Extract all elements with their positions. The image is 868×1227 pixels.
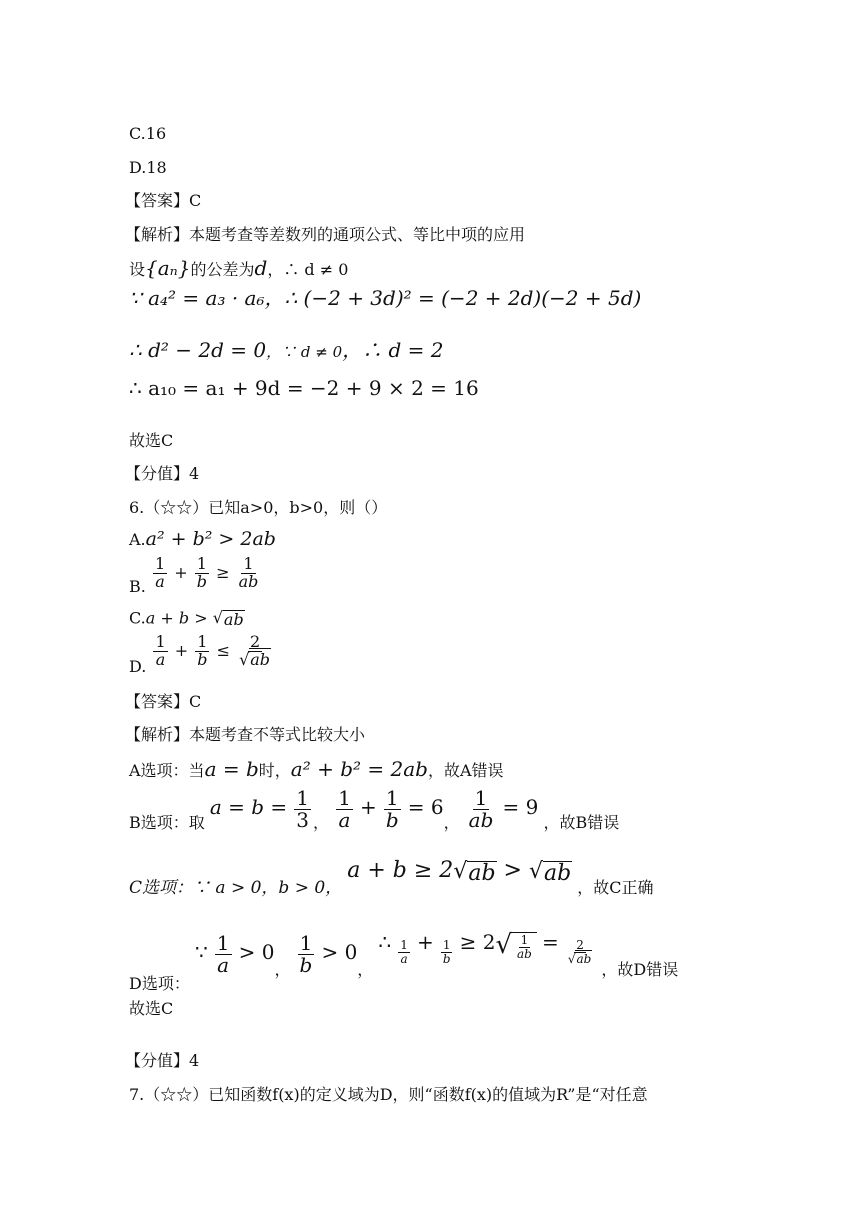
q6-choose: 故选C: [129, 999, 174, 1018]
d-line-post: ，故D错误: [601, 960, 679, 979]
le-sign: ≤: [216, 640, 230, 660]
q6-opt-c-label: C.: [129, 608, 146, 628]
plus-sign: +: [174, 562, 188, 582]
comma: ，: [357, 960, 374, 979]
frac-1-over-b: [298, 933, 315, 976]
sqrt-ab: √ ab: [212, 608, 244, 629]
denominator: ab: [468, 808, 494, 832]
ge-sign: ≥: [216, 562, 230, 582]
q7-stem: 7.（☆☆）已知函数f(x)的定义域为D，则“函数f(x)的值域为R”是“对任意: [129, 1085, 648, 1104]
analysis-title-prev: 【解析】本题考查等差数列的通项公式、等比中项的应用: [125, 225, 526, 244]
radicand: ab: [468, 860, 496, 886]
comma: ，: [313, 813, 330, 832]
sqrt-ab: √ ab: [528, 858, 572, 886]
denominator: b: [299, 953, 313, 977]
comma: ，: [443, 813, 460, 832]
numerator: 1: [216, 931, 230, 955]
step1-pre: 设: [129, 260, 146, 279]
q6-option-b: [129, 556, 262, 595]
frac-1-over-a: [215, 933, 232, 976]
option-d-prev: D.18: [129, 158, 167, 177]
q6-stem: 6.（☆☆）已知a>0，b>0，则（）: [129, 498, 388, 517]
q6-option-a: [129, 530, 276, 549]
sqrt-ab: √ab: [239, 649, 271, 669]
q6-opt-a-label: A.: [129, 530, 146, 549]
step1-sequence: {aₙ}: [145, 256, 191, 280]
frac-1-over-ab: [237, 556, 261, 591]
d-line-pre: D选项：: [129, 974, 190, 993]
q6-answer: 【答案】C: [125, 692, 202, 711]
score-prev: 【分值】4: [125, 464, 200, 483]
numerator: 1: [385, 786, 399, 810]
gt-zero: > 0: [321, 940, 358, 964]
denominator: b: [442, 951, 451, 966]
radicand: ab: [544, 860, 572, 886]
sqrt-ab: √ ab: [453, 858, 496, 886]
radicand: ab: [223, 610, 244, 629]
a-line-eq: a = b: [204, 757, 259, 781]
frac-1-over-a: [336, 788, 353, 831]
denominator: a: [217, 953, 230, 977]
analysis-step-1: [129, 258, 348, 278]
step3-b: ，∵ d ≠ 0: [266, 343, 343, 361]
sqrt-1-over-ab: √ $\frac{1}{ab}$: [495, 932, 536, 960]
numerator: 2: [249, 632, 261, 651]
denominator: a: [155, 571, 165, 591]
denominator: b: [196, 571, 207, 591]
c-line-pre: C选项：∵ a > 0，b > 0，: [129, 878, 343, 898]
sqrt-ab: √ab: [567, 951, 592, 966]
plus-sign: +: [174, 640, 189, 660]
radicand: ab: [250, 649, 271, 669]
a-line-pre: A选项：当: [129, 761, 205, 780]
step3-c: ，∴ d = 2: [342, 338, 444, 362]
radicand: ab: [576, 951, 592, 966]
denominator: ab: [517, 946, 532, 961]
c-line-expr: a + b ≥ 2: [347, 858, 454, 883]
comma: ，: [274, 960, 291, 979]
numerator: 1: [155, 632, 166, 651]
q6-opt-b-label: B.: [129, 576, 146, 596]
frac-1-over-b-small: [441, 939, 453, 965]
numerator: 1: [299, 931, 313, 955]
denominator: b: [197, 649, 208, 669]
q6-line-a: [129, 759, 504, 779]
q6-line-d: [129, 932, 678, 992]
answer-prev: 【答案】C: [125, 191, 202, 210]
ge-two: ≥ 2: [459, 930, 496, 954]
q6-score: 【分值】4: [125, 1051, 200, 1070]
frac-1-over-ab: [467, 788, 496, 831]
numerator: 1: [400, 938, 408, 952]
denominator: 3: [296, 808, 310, 832]
frac-1-over-a-small: [398, 939, 410, 965]
a-line-mid: 时，: [258, 761, 291, 780]
frac-1-over-a: [153, 634, 167, 669]
numerator: 2: [576, 938, 584, 952]
choose-prev: 故选C: [129, 431, 174, 450]
numerator: 1: [243, 554, 254, 573]
gt-sign: >: [496, 858, 529, 883]
denominator: a: [338, 808, 351, 832]
denominator: a: [400, 951, 408, 966]
frac-1-over-b: [195, 634, 209, 669]
numerator: 1: [442, 938, 451, 952]
gt-zero: > 0: [238, 940, 275, 964]
analysis-step-3: [129, 340, 444, 360]
because-sign: ∵: [194, 940, 208, 964]
c-line-post: ，故C正确: [577, 878, 654, 897]
q6-opt-d-label: D.: [129, 656, 147, 676]
q6-option-c: [129, 610, 245, 628]
q6-option-d: [129, 634, 275, 675]
step1-d: d: [254, 256, 268, 280]
plus-sign: +: [416, 930, 434, 954]
eq-6: = 6: [407, 795, 444, 819]
q6-opt-a-expr: a² + b² > 2ab: [145, 528, 276, 550]
denominator: b: [385, 808, 399, 832]
eq-9: = 9: [502, 795, 539, 819]
q6-line-c: [129, 860, 654, 897]
numerator: 1: [338, 786, 351, 810]
numerator: 1: [196, 554, 207, 573]
b-line-eq: a = b =: [209, 795, 288, 819]
denominator: a: [155, 649, 166, 669]
step2-b: ，∴ (−2 + 3d)² = (−2 + 2d)(−2 + 5d): [264, 286, 642, 310]
analysis-step-2: [129, 288, 641, 308]
numerator: 1: [296, 786, 310, 810]
step1-post: ，∴ d ≠ 0: [267, 260, 349, 279]
frac-1-over-ab-small: [515, 934, 534, 960]
numerator: 1: [154, 554, 166, 573]
step2-a: ∵ a₄² = a₃ · a₆: [129, 286, 265, 310]
a-line-expr: a² + b² = 2ab: [290, 757, 428, 781]
numerator: 1: [520, 933, 529, 947]
plus-sign: +: [359, 795, 377, 819]
denominator: ab: [238, 571, 259, 591]
numerator: 1: [197, 632, 208, 651]
b-line-post: ，故B错误: [543, 813, 620, 832]
frac-1-over-a: [153, 556, 167, 591]
frac-1-over-3: [294, 788, 311, 831]
frac-2-over-sqrt-ab-small: [566, 939, 595, 965]
numerator: 1: [474, 786, 488, 810]
therefore-sign: ∴: [378, 930, 392, 954]
frac-1-over-b: [384, 788, 401, 831]
q6-line-b: [129, 788, 619, 831]
a-line-post: ，故A错误: [427, 761, 504, 780]
b-line-pre: B选项：取: [129, 813, 205, 832]
step3-a: ∴ d² − 2d = 0: [129, 338, 267, 362]
frac-1-over-b: [195, 556, 209, 591]
analysis-step-4: ∴ a₁₀ = a₁ + 9d = −2 + 9 × 2 = 16: [129, 376, 479, 400]
frac-2-over-sqrt-ab: [237, 634, 273, 669]
q6-analysis-title: 【解析】本题考查不等式比较大小: [125, 725, 366, 744]
step1-mid: 的公差为: [190, 260, 255, 279]
option-c-prev: C.16: [129, 124, 167, 143]
q6-opt-c-expr: a + b >: [145, 608, 213, 628]
equals-sign: =: [541, 930, 559, 954]
